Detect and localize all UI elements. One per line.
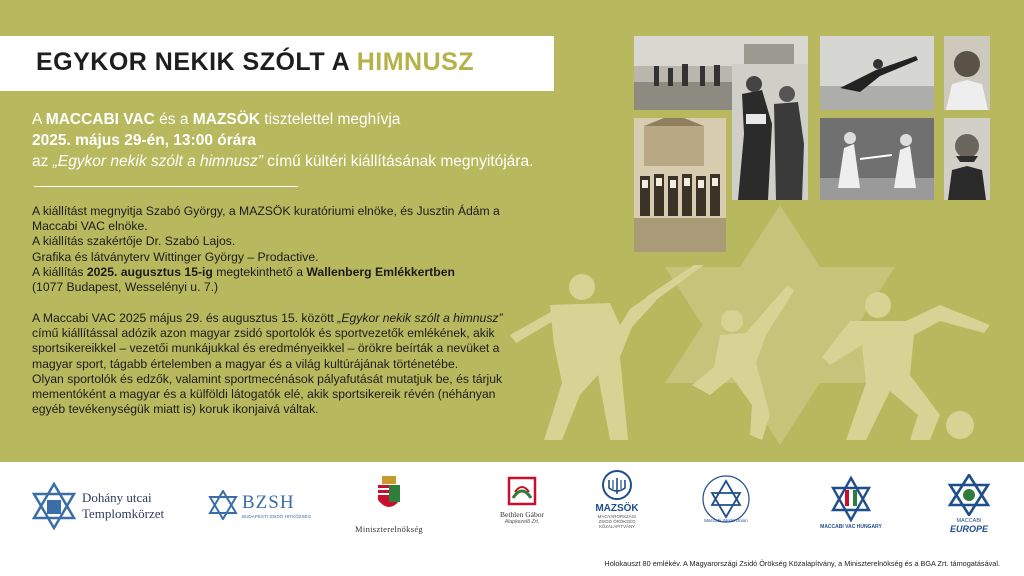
venue-name: Wallenberg Emlékkertben xyxy=(306,264,455,279)
logo-bethlen-gabor xyxy=(482,476,562,525)
about-text: A Maccabi VAC 2025 május 29. és augusztus 15. között xyxy=(32,311,338,325)
page-title xyxy=(36,48,474,77)
invite-text: és a xyxy=(154,111,193,128)
org-maccabi-vac: MACCABI VAC xyxy=(45,111,155,128)
invite-text: tisztelettel meghívja xyxy=(259,111,401,128)
exhibition-title: „Egykor nekik szólt a himnusz” xyxy=(52,153,263,170)
invite-text: az xyxy=(32,153,53,170)
invitation-text xyxy=(32,109,592,172)
logo-miniszterelnokseg xyxy=(344,476,434,534)
logo-text: MACCABI VAC HUNGARY xyxy=(820,524,882,530)
exhibition-description xyxy=(32,311,552,417)
about-line: magyar sport, tágabb értelemben a magyar és a világ kultúrájának történetébe. xyxy=(32,356,459,371)
footer-note: Holokauszt 80 emlékév. A Magyarországi Zsidó Örökség Közalapítvány, a Miniszterelnökség és a BGA Zrt. támogatásával. xyxy=(604,559,1000,568)
athlete-silhouettes xyxy=(470,265,1024,440)
logo-text: MACCABI xyxy=(956,518,982,524)
venue-address: (1077 Budapest, Wesselényi u. 7.) xyxy=(32,280,219,295)
bethlen-emblem-icon xyxy=(507,476,537,506)
about-line: mementóként a magyar és a külföldi látogatók elé, akik sportsikereik révén (néhányan xyxy=(32,387,496,402)
logo-maccabi-europe xyxy=(940,474,998,534)
logo-subtext: MAGYARORSZÁGI xyxy=(597,514,637,519)
menorah-icon xyxy=(601,470,633,500)
photo-women-walking xyxy=(732,64,808,200)
title-text: EGYKOR NEKIK SZÓLT A xyxy=(36,48,350,76)
logo-text: Miniszterelnökség xyxy=(355,524,423,534)
photo-football-team xyxy=(634,118,726,252)
info-line: Grafika és látványterv Wittinger György – Prodactive. xyxy=(32,249,319,264)
logo-dohany-templomkorzet xyxy=(30,482,164,530)
logo-maccabi-vac-hungary xyxy=(816,472,886,530)
logo-text: Maccabi World Union xyxy=(704,518,748,523)
about-line: Olyan sportolók és edzők, valamint sportmecénások pályafutását mutatjuk be, és tárjuk xyxy=(32,371,503,386)
title-highlight: HIMNUSZ xyxy=(356,48,475,76)
logo-subtext: KÖZALAPÍTVÁNY xyxy=(598,524,636,529)
logo-subtext: BUDAPESTI ZSIDÓ HITKÖZSÉG xyxy=(242,513,312,519)
info-text: megtekinthető a xyxy=(212,264,307,279)
logo-text: Bethlen Gábor xyxy=(500,510,544,519)
photo-portrait-gentleman xyxy=(944,118,990,200)
star-of-david-icon xyxy=(30,482,78,530)
divider xyxy=(34,186,298,187)
logo-mazsok xyxy=(584,470,650,529)
logo-text: BZSH xyxy=(242,491,295,513)
maccabi-europe-emblem-icon xyxy=(946,474,992,516)
info-line: A kiállítás szakértője Dr. Szabó Lajos. xyxy=(32,234,236,249)
visit-end-date: 2025. augusztus 15-ig xyxy=(86,264,213,279)
info-text: A kiállítás xyxy=(32,264,87,279)
logo-subtext: Alapkezelő Zrt. xyxy=(504,519,540,525)
coat-of-arms-icon xyxy=(376,476,402,514)
about-line: egyéb tevékenységük miatt is) koruk ikonjaivá váltak. xyxy=(32,402,319,417)
title-banner xyxy=(0,36,554,91)
photo-gymnast xyxy=(820,36,934,110)
about-line: című kiállítással adózik azon magyar zsidó sportolók és sportvezetők emlékének, akik xyxy=(32,326,495,341)
maccabi-vac-emblem-icon xyxy=(825,472,877,524)
logo-text: MAZSÖK xyxy=(595,503,639,514)
event-datetime: 2025. május 29-én, 13:00 órára xyxy=(32,132,257,149)
photo-portrait-athlete xyxy=(944,36,990,110)
info-line: A kiállítást megnyitja Szabó György, a MAZSÖK kuratóriumi elnöke, és Jusztin Ádám a xyxy=(32,204,500,218)
logo-text: Templomkörzet xyxy=(82,506,165,521)
invite-text: című kültéri kiállításának megnyitójára. xyxy=(262,153,534,170)
logo-text: Dohány utcai xyxy=(82,490,152,505)
logo-bzsh xyxy=(208,490,311,520)
exhibition-info xyxy=(32,204,552,295)
logo-text: EUROPE xyxy=(949,524,988,534)
star-of-david-icon xyxy=(208,490,238,520)
about-line: sportsikereikkel – vezetői munkájukkal és eredményeikkel – örökre beírták a nevüket a xyxy=(32,341,500,356)
info-line: Maccabi VAC elnöke. xyxy=(32,219,148,234)
exhibition-title: „Egykor nekik szólt a himnusz” xyxy=(337,311,503,325)
org-mazsok: MAZSÖK xyxy=(192,111,260,128)
logo-subtext: ZSIDÓ ÖRÖKSÉG xyxy=(598,519,636,524)
photo-fencers xyxy=(820,118,934,200)
logo-maccabi-world-union xyxy=(696,472,756,523)
invite-text: A xyxy=(32,111,46,128)
